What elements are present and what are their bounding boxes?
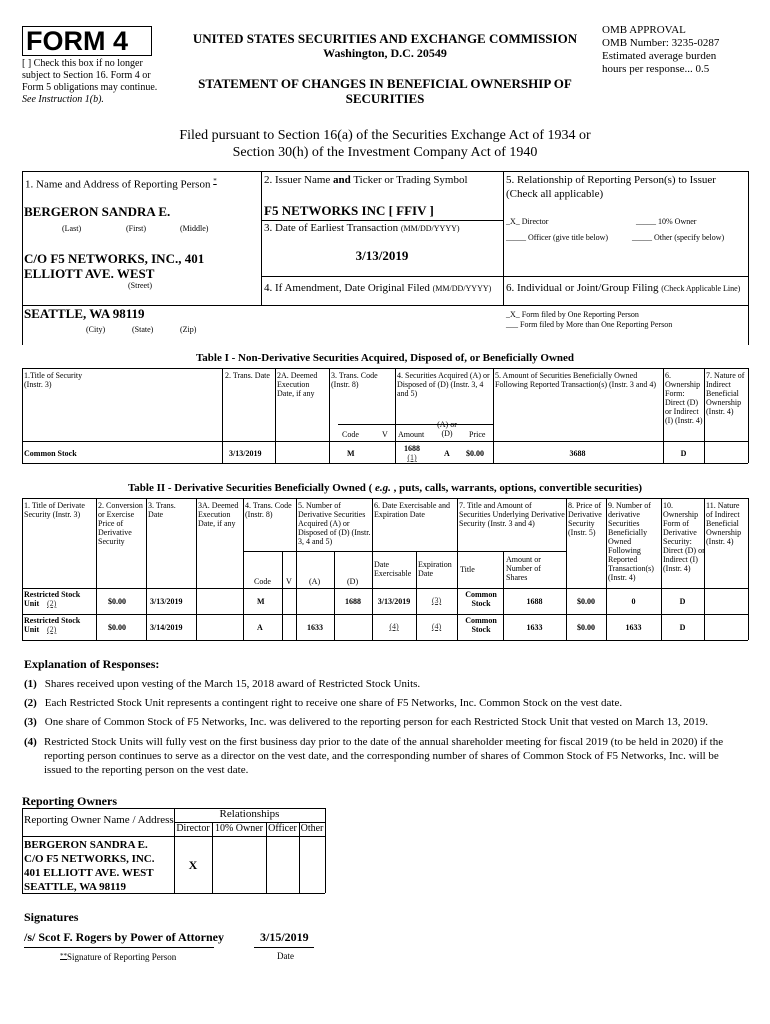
t2-h11: 11. Nature of Indirect Beneficial Ownership (Instr. 4): [706, 501, 742, 546]
t2-trans-date: 3/13/2019: [150, 597, 183, 606]
table1-title: Table I - Non-Derivative Securities Acquired, Disposed of, or Beneficially Owned: [195, 352, 575, 364]
t2-deriv-price: $0.00: [577, 623, 595, 632]
t2-conv-price: $0.00: [108, 623, 126, 632]
grid-line: [222, 368, 223, 463]
t2-exercisable: 3/13/2019: [377, 597, 411, 606]
grid-line: [325, 808, 326, 893]
t2-row-2: [22, 614, 748, 640]
box2-label: 2. Issuer Name and Ticker or Trading Symbol: [264, 174, 468, 186]
owners-col-officer: Officer: [268, 823, 297, 834]
grid-line: [748, 368, 749, 463]
date-label: Date: [277, 951, 294, 961]
t2-a: 1633: [307, 623, 323, 632]
t2-security-footnote[interactable]: (2): [47, 625, 57, 634]
t2-h2: 2. Conversion or Exercise Price of Derivative Security: [98, 501, 143, 546]
t1-owned: 3688: [569, 449, 586, 458]
explanation-3: (3) One share of Common Stock of F5 Networks, Inc. was delivered to the reporting person for each Restricted Stock Unit that vested on March 13, 2019.: [24, 716, 708, 728]
t1-h4: 4. Securities Acquired (A) or Disposed of (D) (Instr. 3, 4 and 5): [397, 371, 490, 398]
t1-amount-footnote[interactable]: (1): [407, 453, 417, 462]
t2-underlying-title: Common Stock: [465, 616, 497, 634]
t2-underlying-amount: 1688: [526, 597, 543, 606]
t2-expiration[interactable]: (4): [431, 622, 442, 631]
omb-box: [602, 24, 752, 76]
t2-h5: 5. Number of Derivative Securities Acquired (A) or Disposed of (D) (Instr. 3, 4 and 5): [298, 501, 371, 546]
name-first-label: (First): [126, 224, 146, 233]
signature-line: [24, 947, 214, 948]
grid-line: [22, 171, 748, 172]
t2-security: Restricted Stock Unit: [24, 590, 81, 608]
t2-row-1: [22, 588, 748, 614]
t2-sub-title: Title: [460, 565, 475, 574]
t1-amount: 1688: [404, 444, 420, 453]
t1-h5: 5. Amount of Securities Beneficially Owned Following Reported Transaction(s) (Instr. 3 and 4): [495, 371, 657, 389]
t2-h3a: 3A. Deemed Execution Date, if any: [198, 501, 239, 528]
t1-h3: 3. Trans. Code (Instr. 8): [331, 371, 378, 389]
t1-sub-ad: (A) or (D): [437, 420, 457, 438]
t2-h10: 10. Ownership Form of Derivative Security: Direct (D) or Indirect (I) (Instr. 4): [663, 501, 705, 573]
t2-sub-exercisable: Date Exercisable: [374, 560, 412, 578]
t1-sub-amount: Amount: [398, 430, 425, 439]
t2-h6: 6. Date Exercisable and Expiration Date: [374, 501, 450, 519]
t1-date: 3/13/2019: [229, 449, 262, 458]
grid-line: [503, 171, 504, 305]
grid-line: [748, 498, 749, 640]
filed-line1: Filed pursuant to Section 16(a) of the Securities Exchange Act of 1934 or: [179, 128, 591, 143]
t2-d: 1688: [345, 597, 361, 606]
t1-security: Common Stock: [24, 449, 77, 458]
grid-line: [22, 498, 748, 499]
t2-h1: 1. Title of Derivate Security (Instr. 3): [24, 501, 85, 519]
ten-pct-owner-checkbox[interactable]: _____ 10% Owner: [636, 217, 697, 226]
earliest-transaction-date: 3/13/2019: [355, 248, 409, 263]
t1-price: $0.00: [466, 449, 484, 458]
city-label: (City): [86, 325, 106, 334]
t2-trans-date: 3/14/2019: [150, 623, 183, 632]
t2-sub-amount: Amount or Number of Shares: [506, 555, 541, 582]
check-box-note: [22, 58, 172, 106]
see-instruction: See Instruction 1(b).: [22, 94, 104, 105]
t2-owned: 0: [631, 597, 636, 606]
statement-line2: SECURITIES: [345, 91, 425, 106]
one-person-filing[interactable]: _X_ Form filed by One Reporting Person: [506, 310, 639, 319]
t2-h8: 8. Price of Derivative Security (Instr. 5): [568, 501, 602, 537]
explanations-title: Explanation of Responses:: [24, 657, 160, 671]
owner-director-mark: X: [188, 858, 198, 872]
t2-underlying-amount: 1633: [526, 623, 543, 632]
box3-label: 3. Date of Earliest Transaction (MM/DD/YYYY): [264, 222, 460, 234]
omb-hours: hours per response... 0.5: [602, 63, 710, 75]
t2-sub-d: (D): [347, 577, 359, 586]
grid-line: [243, 551, 566, 552]
t2-sub-expiration: Expiration Date: [418, 560, 452, 578]
issuer-name-ticker: F5 NETWORKS INC [ FFIV ]: [264, 203, 434, 218]
filed-line2: Section 30(h) of the Investment Company Act of 1940: [232, 145, 538, 160]
officer-checkbox[interactable]: _____ Officer (give title below): [506, 233, 609, 242]
t2-deriv-price: $0.00: [577, 597, 595, 606]
explanation-2: (2) Each Restricted Stock Unit represents a contingent right to receive one share of F5 Networks, Inc. Common Stock on the vest date.: [24, 697, 623, 709]
state-label: (State): [132, 325, 154, 334]
t2-form: D: [679, 597, 686, 606]
t1-h7: 7. Nature of Indirect Beneficial Ownership (Instr. 4): [706, 371, 745, 416]
owners-col-other: Other: [300, 823, 324, 834]
grid-line: [395, 368, 396, 463]
t1-code: M: [347, 449, 355, 458]
grid-line: [174, 808, 175, 893]
t2-code: M: [257, 597, 265, 606]
signature-label: **Signature of Reporting Person: [60, 952, 177, 962]
t1-sub-v: V: [382, 430, 388, 439]
t2-h4: 4. Trans. Code (Instr. 8): [245, 501, 292, 519]
signature-date: 3/15/2019: [260, 930, 309, 944]
grid-line: [493, 368, 494, 463]
signer-name: /s/ Scot F. Rogers by Power of Attorney: [24, 930, 224, 944]
owners-col-ten: 10% Owner: [214, 823, 264, 834]
grid-line: [261, 276, 748, 277]
grid-line: [22, 640, 748, 641]
owners-col-director: Director: [176, 823, 210, 834]
grid-line: [22, 463, 748, 464]
grid-line: [275, 368, 276, 463]
omb-number: OMB Number: 3235-0287: [602, 37, 720, 49]
t1-h2: 2. Trans. Date: [225, 371, 270, 380]
agency-location: Washington, D.C. 20549: [323, 46, 447, 60]
multi-person-filing[interactable]: ___ Form filed by More than One Reporting Person: [506, 320, 673, 329]
form-title: FORM 4: [26, 26, 129, 56]
owners-col-name: Reporting Owner Name / Address: [24, 814, 174, 826]
grid-line: [22, 368, 23, 463]
explanation-1: (1) Shares received upon vesting of the March 15, 2018 award of Restricted Stock Units.: [24, 678, 421, 690]
agency-name: UNITED STATES SECURITIES AND EXCHANGE COMMISSION: [192, 31, 578, 46]
director-checkbox[interactable]: _X_ Director: [506, 217, 549, 226]
signatures-title: Signatures: [24, 910, 79, 924]
street-line1: C/O F5 NETWORKS, INC., 401: [24, 251, 205, 266]
grid-line: [748, 171, 749, 345]
date-line: [254, 947, 314, 948]
street-label: (Street): [128, 281, 152, 290]
city-state-zip: SEATTLE, WA 98119: [24, 306, 145, 321]
t1-h6: 6. Ownership Form: Direct (D) or Indirect (I) (Instr. 4): [665, 371, 703, 425]
name-middle-label: (Middle): [180, 224, 209, 233]
name-last-label: (Last): [62, 224, 82, 233]
t2-underlying-title: Common Stock: [465, 590, 497, 608]
grid-line: [22, 171, 23, 345]
t2-security: Restricted Stock Unit: [24, 616, 81, 634]
t2-h7: 7. Title and Amount of Securities Underlying Derivative Security (Instr. 3 and 4): [459, 501, 565, 528]
form-title-box: [22, 26, 152, 56]
grid-line: [329, 368, 330, 463]
t2-form: D: [679, 623, 686, 632]
t2-sub-code: Code: [254, 577, 271, 586]
t1-ad: A: [444, 449, 450, 458]
box5-label: 5. Relationship of Reporting Person(s) to Issuer (Check all applicable): [506, 174, 716, 200]
other-checkbox[interactable]: _____ Other (specify below): [632, 233, 725, 242]
box1-label: 1. Name and Address of Reporting Person *: [25, 177, 217, 191]
zip-label: (Zip): [180, 325, 197, 334]
t2-h9: 9. Number of derivative Securities Beneficially Owned Following Reported Transaction(s) (Instr. 4): [608, 501, 654, 582]
box4-label: 4. If Amendment, Date Original Filed (MM/DD/YYYY): [264, 282, 492, 294]
t1-h2a: 2A. Deemed Execution Date, if any: [277, 371, 318, 398]
grid-line: [22, 808, 23, 893]
grid-line: [22, 368, 748, 369]
grid-line: [338, 424, 494, 425]
reporting-person-name: BERGERON SANDRA E.: [24, 204, 171, 219]
t1-form: D: [680, 449, 687, 458]
t2-expiration[interactable]: (3): [431, 596, 442, 605]
t1-sub-code: Code: [342, 430, 359, 439]
t2-security-footnote[interactable]: (2): [47, 599, 57, 608]
t1-sub-price: Price: [469, 430, 486, 439]
omb-burden: Estimated average burden: [602, 50, 717, 62]
owners-title: Reporting Owners: [22, 794, 117, 808]
explanation-4: (4) Restricted Stock Units will fully vest on the first business day prior to the date of the annual shareholder meeting for fiscal 2019 (to be held in 2020) if the reporting person continues to serve as a director on the vest date, and the corresponding number of shares of Common Stock of F5 Networks, Inc. will be issued to the reporting person on the vest date.: [24, 736, 724, 776]
t2-code: A: [257, 623, 263, 632]
grid-line: [22, 441, 748, 442]
street-line2: ELLIOTT AVE. WEST: [24, 266, 155, 281]
t2-sub-a: (A): [309, 577, 321, 586]
owner-name-address: BERGERON SANDRA E. C/O F5 NETWORKS, INC. 401 ELLIOTT AVE. WEST SEATTLE, WA 98119: [24, 839, 155, 893]
statement-line1: STATEMENT OF CHANGES IN BENEFICIAL OWNERSHIP OF: [198, 76, 572, 91]
t2-exercisable[interactable]: (4): [389, 622, 399, 631]
grid-line: [261, 171, 262, 305]
t2-conv-price: $0.00: [108, 597, 126, 606]
t1-h1: 1.Title of Security (Instr. 3): [24, 371, 83, 389]
owners-relationships: Relationships: [219, 808, 280, 820]
grid-line: [261, 220, 503, 221]
table2-title: Table II - Derivative Securities Beneficially Owned ( e.g. , puts, calls, warrants, options, convertible securities): [127, 482, 643, 494]
t2-h3: 3. Trans. Date: [148, 501, 176, 519]
omb-approval: OMB APPROVAL: [602, 24, 686, 36]
box6-label: 6. Individual or Joint/Group Filing (Check Applicable Line): [506, 282, 741, 294]
t2-owned: 1633: [625, 623, 642, 632]
check-box-text: [ ] Check this box if no longer subject to Section 16. Form 4 or Form 5 obligations may continue.: [22, 58, 158, 93]
t2-sub-v: V: [286, 577, 292, 586]
